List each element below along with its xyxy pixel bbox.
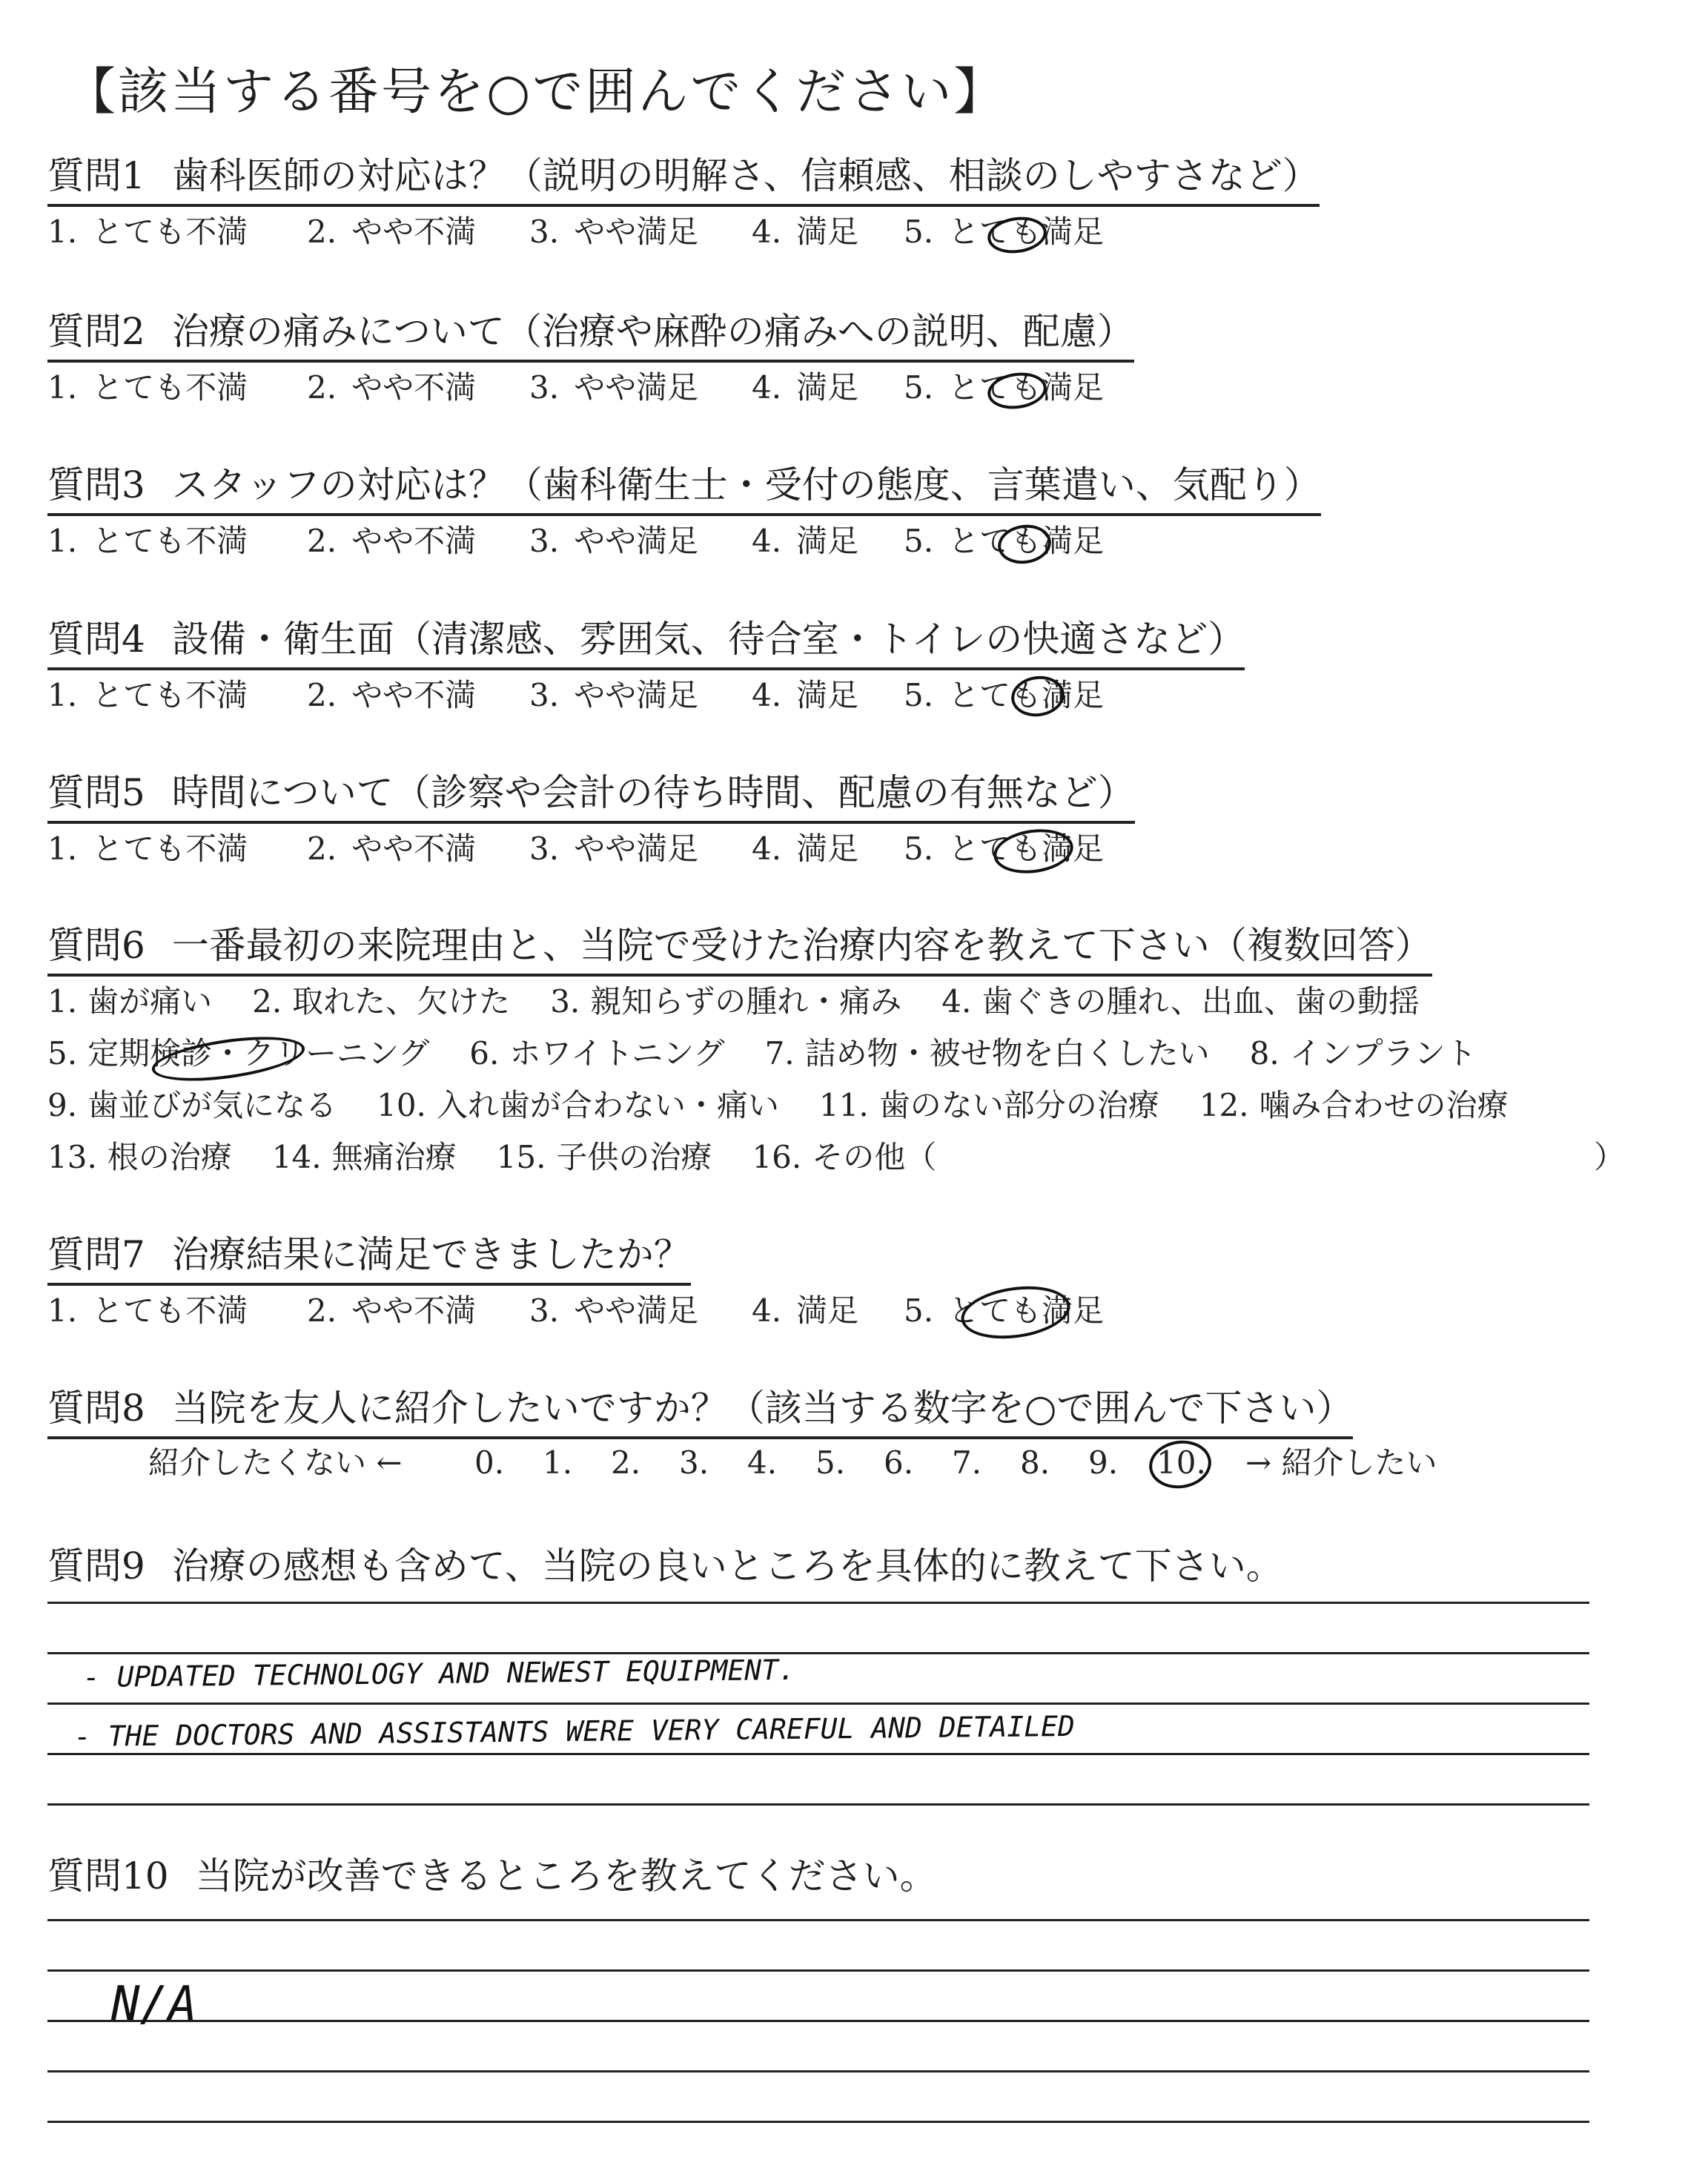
q8-number-9[interactable]: 9.	[1088, 1444, 1119, 1481]
q6-option-6[interactable]: 6. ホワイトニング	[469, 1035, 725, 1071]
q8-number-4[interactable]: 4.	[747, 1444, 778, 1481]
q8-number-8[interactable]: 8.	[1020, 1444, 1050, 1481]
q6-option-10[interactable]: 10. 入れ歯が合わない・痛い	[377, 1087, 779, 1123]
option-3[interactable]: 3. やや満足	[529, 1292, 699, 1329]
option-1[interactable]: 1. とても不満	[47, 214, 248, 250]
option-2[interactable]: 2. やや不満	[307, 1292, 477, 1329]
answer-line	[47, 2020, 1589, 2022]
question-3-title	[47, 461, 1321, 516]
option-2[interactable]: 2. やや不満	[307, 214, 477, 250]
q6-row-2	[47, 1033, 1517, 1074]
question-number: 質問2	[47, 310, 145, 353]
question-number: 質問9	[47, 1545, 145, 1588]
q6-row-3	[47, 1085, 1549, 1126]
q6-option-14[interactable]: 14. 無痛治療	[271, 1139, 457, 1175]
question-7-title	[47, 1231, 691, 1286]
option-1[interactable]: 1. とても不満	[47, 369, 248, 406]
question-number: 質問1	[47, 154, 145, 197]
option-1[interactable]: 1. とても不満	[47, 1292, 248, 1329]
question-text: 一番最初の来院理由と、当院で受けた治療内容を教えて下さい（複数回答）	[171, 924, 1432, 967]
option-4[interactable]: 4. 満足	[752, 830, 859, 867]
question-text: 時間について（診察や会計の待ち時間、配慮の有無など）	[171, 771, 1135, 814]
option-3[interactable]: 3. やや満足	[529, 214, 699, 250]
answer-line	[47, 2121, 1589, 2123]
q6-row-1	[47, 981, 1460, 1023]
question-text: スタッフの対応は？（歯科衛生士・受付の態度、言葉遣い、気配り）	[171, 463, 1321, 506]
option-5[interactable]: 5. とても満足	[904, 369, 1105, 406]
question-text: 当院を友人に紹介したいですか？（該当する数字を○で囲んで下さい）	[171, 1387, 1354, 1430]
q8-number-5[interactable]: 5.	[815, 1444, 846, 1481]
q8-number-1[interactable]: 1.	[543, 1444, 573, 1481]
q6-option-4[interactable]: 4. 歯ぐきの腫れ、出血、歯の動揺	[941, 983, 1420, 1020]
answer-line	[47, 1702, 1589, 1705]
question-number: 質問5	[47, 771, 145, 814]
answer-line	[47, 1919, 1589, 1921]
option-4[interactable]: 4. 満足	[752, 1292, 859, 1329]
option-1[interactable]: 1. とても不満	[47, 523, 248, 559]
q6-other-close-paren: ）	[1594, 1139, 1626, 1175]
q8-number-10[interactable]: 10.	[1156, 1444, 1206, 1481]
question-10-title	[47, 1852, 937, 1904]
option-4[interactable]: 4. 満足	[752, 214, 859, 250]
option-1[interactable]: 1. とても不満	[47, 830, 248, 867]
answer-line	[47, 1753, 1589, 1755]
q8-number-0[interactable]: 0.	[474, 1444, 505, 1481]
question-text: 治療の痛みについて（治療や麻酔の痛みへの説明、配慮）	[171, 310, 1134, 353]
question-number: 質問4	[47, 618, 145, 661]
question-text: 設備・衛生面（清潔感、雰囲気、待合室・トイレの快適さなど）	[171, 618, 1245, 661]
question-text: 治療結果に満足できましたか？	[171, 1233, 691, 1276]
q8-number-2[interactable]: 2.	[611, 1444, 641, 1481]
q8-number-7[interactable]: 7.	[952, 1444, 982, 1481]
option-5[interactable]: 5. とても満足	[904, 1292, 1105, 1329]
instruction-heading: 【該当する番号を○で囲んでください】	[65, 63, 1007, 122]
answer-line	[47, 1652, 1589, 1654]
q6-option-1[interactable]: 1. 歯が痛い	[47, 983, 213, 1020]
option-3[interactable]: 3. やや満足	[529, 677, 699, 713]
q6-option-15[interactable]: 15. 子供の治療	[496, 1139, 712, 1175]
question-number: 質問3	[47, 463, 145, 506]
option-4[interactable]: 4. 満足	[752, 369, 859, 406]
q6-option-12[interactable]: 12. 噛み合わせの治療	[1199, 1087, 1509, 1123]
q8-right-label: → 紹介したい	[1245, 1444, 1437, 1481]
option-2[interactable]: 2. やや不満	[307, 369, 477, 406]
q6-row-4	[47, 1137, 976, 1178]
answer-line	[47, 1602, 1589, 1604]
question-text: 当院が改善できるところを教えてください。	[195, 1855, 937, 1898]
question-number: 質問8	[47, 1387, 145, 1430]
option-4[interactable]: 4. 満足	[752, 523, 859, 559]
q6-option-13[interactable]: 13. 根の治療	[47, 1139, 232, 1175]
q9-handwritten-answer-line1: - UPDATED TECHNOLOGY AND NEWEST EQUIPMENT.	[82, 1653, 796, 1694]
q6-option-2[interactable]: 2. 取れた、欠けた	[252, 983, 511, 1020]
question-number: 質問6	[47, 924, 145, 967]
question-number: 質問10	[47, 1855, 169, 1898]
option-4[interactable]: 4. 満足	[752, 677, 859, 713]
answer-line	[47, 1969, 1589, 1972]
option-5[interactable]: 5. とても満足	[904, 830, 1105, 867]
q9-handwritten-answer-line2: - THE DOCTORS AND ASSISTANTS WERE VERY CAREFUL AND DETAILED	[73, 1709, 1075, 1753]
q6-option-3[interactable]: 3. 親知らずの腫れ・痛み	[550, 983, 902, 1020]
option-2[interactable]: 2. やや不満	[307, 523, 477, 559]
q6-option-16[interactable]: 16. その他（	[752, 1139, 937, 1175]
option-3[interactable]: 3. やや満足	[529, 830, 699, 867]
question-9-title	[47, 1542, 1283, 1594]
option-1[interactable]: 1. とても不満	[47, 677, 248, 713]
question-1-title	[47, 152, 1320, 207]
option-2[interactable]: 2. やや不満	[307, 677, 477, 713]
q6-option-9[interactable]: 9. 歯並びが気になる	[47, 1087, 337, 1123]
q6-option-7[interactable]: 7. 詰め物・被せ物を白くしたい	[764, 1035, 1210, 1071]
question-text: 歯科医師の対応は？（説明の明解さ、信頼感、相談のしやすさなど）	[171, 154, 1320, 197]
question-number: 質問7	[47, 1233, 145, 1276]
option-2[interactable]: 2. やや不満	[307, 830, 477, 867]
question-5-title	[47, 769, 1135, 824]
q10-handwritten-answer: N/A	[111, 1977, 197, 2032]
option-5[interactable]: 5. とても満足	[904, 523, 1105, 559]
option-5[interactable]: 5. とても満足	[904, 214, 1105, 250]
question-6-title	[47, 922, 1432, 977]
q8-number-6[interactable]: 6.	[884, 1444, 914, 1481]
option-3[interactable]: 3. やや満足	[529, 369, 699, 406]
question-8-title	[47, 1384, 1353, 1439]
option-3[interactable]: 3. やや満足	[529, 523, 699, 559]
question-4-title	[47, 615, 1245, 670]
question-text: 治療の感想も含めて、当院の良いところを具体的に教えて下さい。	[171, 1545, 1283, 1588]
q6-option-11[interactable]: 11. 歯のない部分の治療	[818, 1087, 1159, 1123]
q6-option-8[interactable]: 8. インプラント	[1249, 1035, 1477, 1071]
option-5[interactable]: 5. とても満足	[904, 677, 1105, 713]
q6-option-5[interactable]: 5. 定期検診・クリーニング	[47, 1035, 429, 1071]
q8-number-3[interactable]: 3.	[679, 1444, 709, 1481]
answer-line	[47, 1803, 1589, 1806]
question-2-title	[47, 308, 1134, 363]
q8-left-label: 紹介したくない ←	[148, 1444, 403, 1481]
answer-line	[47, 2070, 1589, 2073]
